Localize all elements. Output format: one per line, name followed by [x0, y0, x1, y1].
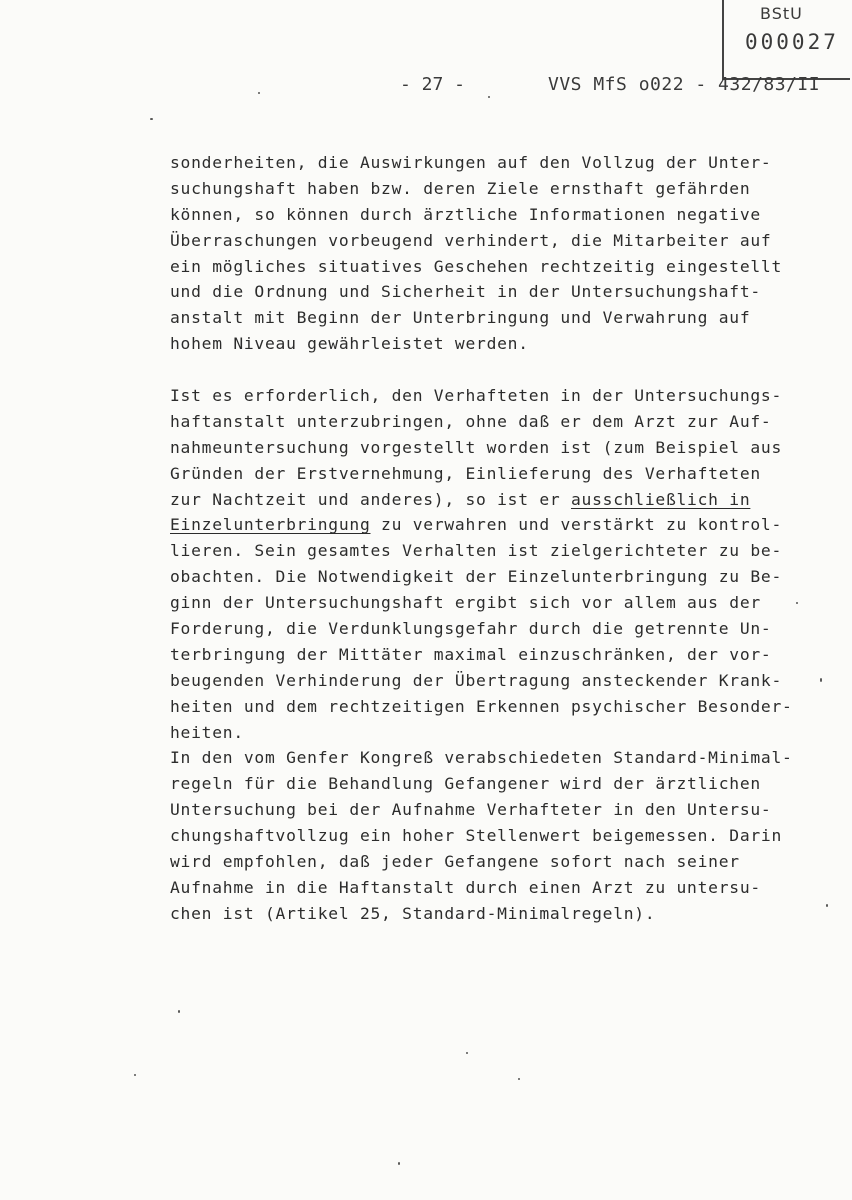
paragraph-spacer [170, 357, 790, 383]
scan-speck [258, 92, 260, 94]
text-line: Untersuchung bei der Aufnahme Verhafteter in den Untersu- [170, 800, 772, 820]
text-line: haftanstalt unterzubringen, ohne daß er dem Arzt zur Auf- [170, 411, 772, 431]
scan-speck [826, 904, 828, 907]
text-line: Aufnahme in die Haftanstalt durch einen Arzt zu untersu- [170, 877, 761, 897]
text-line: chungshaftvollzug ein hoher Stellenwert beigemessen. Darin [170, 826, 783, 846]
archive-stamp-label: BStU [760, 4, 803, 23]
text-line: Gründen der Erstvernehmung, Einlieferung des Verhafteten [170, 463, 761, 483]
text-line: terbringung der Mittäter maximal einzuschränken, der vor- [170, 644, 772, 664]
text-line: und die Ordnung und Sicherheit in der Untersuchungshaft- [170, 282, 761, 302]
scan-speck [796, 602, 798, 604]
paragraph-2 [170, 383, 793, 745]
text-line: obachten. Die Notwendigkeit der Einzelunterbringung zu Be- [170, 567, 783, 587]
text-line: Überraschungen vorbeugend verhindert, die Mitarbeiter auf [170, 230, 772, 250]
underlined-text: Einzelunterbringung [170, 515, 371, 535]
paragraph-1 [170, 150, 790, 357]
text-line: Forderung, die Verdunklungsgefahr durch die getrennte Un- [170, 619, 772, 639]
document-reference: VVS MfS o022 - 432/83/II [548, 74, 821, 95]
text-line: sonderheiten, die Auswirkungen auf den Vollzug der Unter- [170, 153, 772, 172]
text-line: anstalt mit Beginn der Unterbringung und Verwahrung auf [170, 308, 751, 328]
archive-stamp-number: 000027 [745, 30, 839, 54]
text-line: In den vom Genfer Kongreß verabschiedeten Standard-Minimal- [170, 748, 793, 768]
text-line: hohem Niveau gewährleistet werden. [170, 334, 529, 354]
scan-speck [488, 96, 490, 98]
text-line: suchungshaft haben bzw. deren Ziele ernsthaft gefährden [170, 178, 751, 198]
text-line: ginn der Untersuchungshaft ergibt sich vor allem aus der [170, 593, 761, 613]
text-line: chen ist (Artikel 25, Standard-Minimalregeln). [170, 903, 656, 923]
text-segment: zu verwahren und verstärkt zu kontrol- [370, 515, 783, 535]
text-line: regeln für die Behandlung Gefangener wird der ärztlichen [170, 774, 761, 794]
scan-speck [134, 1074, 136, 1076]
page-number: - 27 - [400, 74, 466, 95]
scan-speck [178, 1010, 180, 1013]
paragraph-3 [170, 745, 793, 926]
text-line: Ist es erforderlich, den Verhafteten in der Untersuchungs- [170, 386, 783, 406]
text-line: heiten. [170, 722, 244, 742]
text-line: ein mögliches situatives Geschehen rechtzeitig eingestellt [170, 256, 783, 276]
scan-speck [466, 1052, 468, 1054]
scan-speck [518, 1078, 520, 1080]
text-line: wird empfohlen, daß jeder Gefangene sofort nach seiner [170, 852, 740, 872]
text-line: nahmeuntersuchung vorgestellt worden ist (zum Beispiel aus [170, 437, 783, 457]
text-segment: zur Nachtzeit und anderes), so ist er [170, 489, 571, 509]
text-line: heiten und dem rechtzeitigen Erkennen psychischer Besonder- [170, 696, 793, 716]
scan-speck [150, 118, 153, 120]
scan-speck [820, 678, 822, 682]
document-body [170, 150, 793, 927]
scan-speck [398, 1162, 400, 1165]
text-line: lieren. Sein gesamtes Verhalten ist zielgerichteter zu be- [170, 541, 783, 561]
text-line: können, so können durch ärztliche Informationen negative [170, 204, 761, 224]
underlined-text: ausschließlich in [570, 489, 751, 509]
text-line-with-underline [170, 512, 790, 538]
text-line-with-underline [170, 487, 790, 513]
text-line: beugenden Verhinderung der Übertragung ansteckender Krank- [170, 670, 783, 690]
